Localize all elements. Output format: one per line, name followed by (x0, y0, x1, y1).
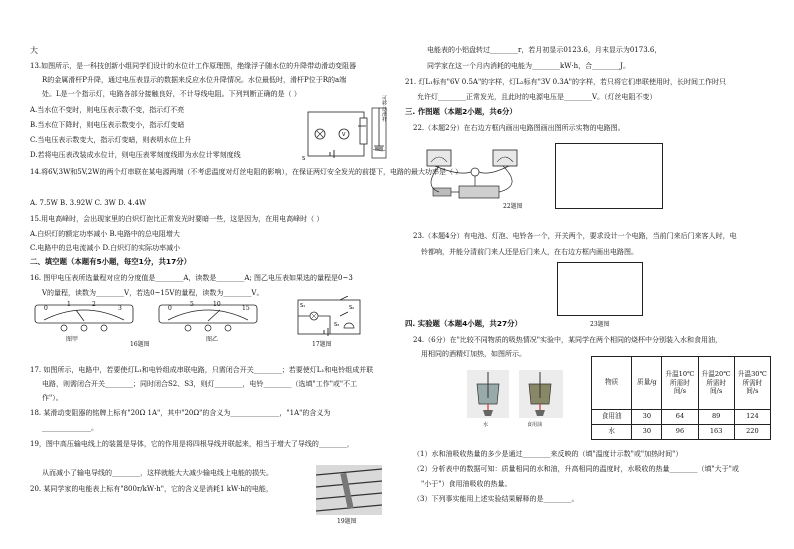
svg-text:S₃: S₃ (334, 322, 340, 328)
table-cell: 220 (734, 425, 770, 440)
q21-stem-1: 21. 灯L₁标有"6V 0.5A"的字样，灯L₂标有"3V 0.3A"的字样，若只将它们串联使用时，长时间工作时只 (405, 78, 726, 86)
q13-circuit-figure (300, 100, 390, 162)
q18-stem-1: 18. 某滑动变阻器的铭牌上标有"20Ω 1A"，其中"20Ω"的含义为______________，"1A"的含义为 (30, 409, 331, 417)
q24-beakers-photo (465, 368, 565, 420)
q13-stem-2: R的金属滑杆P升降，通过电压表显示的数据来反应水位升降情况。水位最低时，滑杆P位于R的a端 (42, 76, 347, 84)
q17-stem-2: 电路，则需闭合开关________；同时闭合S2、S3，则灯________，电铃________（选填"工作"或"不工 (42, 380, 358, 388)
q14-options: A. 7.5W B. 3.92W C. 3W D. 4.4W (30, 199, 147, 207)
figure-jia-label: 图甲 (66, 336, 79, 343)
carryover-text: 大 (30, 46, 38, 55)
table-cell: 水 (592, 425, 632, 440)
table-row (592, 410, 771, 425)
q24-item-2: （2）分析表中的数据可知：质量相同的水和油，升高相同的温度时，水吸收的热量________（填"大于"或 (413, 465, 739, 473)
section-3-heading: 三. 作图题（本题2小题，共6分） (405, 107, 517, 116)
table-row (592, 425, 771, 440)
ammeter-tick-1: 1 (67, 301, 71, 308)
q23-stem-1: 23.（本题4分）有电池、灯泡、电铃各一个，开关两个，要求设计一个电路，当前门来后门来客人时，电 (413, 232, 737, 240)
section-2-heading: 二、填空题（本题有5小题，每空1分，共17分） (30, 257, 191, 266)
q22-caption: 22题图 (503, 203, 523, 210)
q17-circuit-figure (294, 296, 366, 338)
table-header-cell: 升温20℃所需时间/s (698, 357, 734, 410)
q20-stem: 20. 某同学家的电能表上标有"800r/kW·h"，它的含义是消耗1 kW·h的电能， (30, 485, 273, 493)
q16-stem-2: V的量程，读数为________V，若选0~15V的量程，读数为________V。 (42, 289, 264, 297)
q18-stem-2: ______________。 (42, 424, 98, 432)
q21-stem-2: 允许灯________正常发光，且此时的电源电压是________V。（灯丝电阻不变） (417, 93, 657, 101)
q22-apparatus-figure (419, 146, 525, 206)
table-header-cell: 升温10℃所需时间/s (662, 357, 698, 410)
table-cell: 30 (632, 425, 662, 440)
voltmeter-tick-10: 10 (213, 301, 221, 308)
q16-caption: 16题图 (130, 341, 150, 348)
voltmeter-tick-5: 5 (190, 301, 194, 308)
table-cell: 89 (698, 410, 734, 425)
q17-stem-1: 17. 如图所示，电路中，若要使灯L₁和电铃组成串联电路，只需闭合开关________；若要使灯L₁和电铃组成并联 (30, 366, 374, 374)
table-header-cell: 物质 (592, 357, 632, 410)
q22-stem: 22.（本题2分）在右边方框内画出电路图画出图所示实物的电路图。 (413, 124, 625, 132)
q17-stem-3: 作"）。 (42, 394, 63, 402)
q20-cont-2: 同学家在这一个月内消耗的电能为________kW·h，合________J。 (427, 62, 630, 70)
q15-options-cd: C.电路中的总电流减小 D.白炽灯的实际功率减小 (30, 244, 181, 252)
q17-caption: 17题图 (312, 341, 332, 348)
table-cell: 食用油 (592, 410, 632, 425)
svg-text:S: S (302, 156, 306, 162)
table-header-cell: 质量/g (632, 357, 662, 410)
q15-stem: 15.用电高峰时，会出现家里的白炽灯泡比正常发光时要暗一些，这是因为，在用电高峰时（ ） (30, 215, 324, 223)
q19-power-lines-photo (316, 465, 382, 515)
q13-stem-3: 处。L是一个指示灯，电路各部分接触良好，不计导线电阻。下列判断正确的是（ ） (42, 90, 301, 98)
table-cell: 163 (698, 425, 734, 440)
q13-option-c: C.当电压表示数变大，指示灯变暗，则表明水位上升 (30, 136, 192, 144)
voltmeter-tick-0: 0 (168, 305, 172, 312)
table-cell: 30 (632, 410, 662, 425)
table-cell: 96 (662, 425, 698, 440)
q24-data-table (591, 356, 771, 440)
ammeter-tick-3: 3 (118, 305, 122, 312)
beaker-label-water: 水 (483, 422, 489, 428)
q14-stem-1: 14.将6V,3W和5V,2W的两个灯串联在某电源两端（不考虑温度对灯丝电阻的影响），在保证两灯安全发光的前提下，电路的最大功率是（ ） (30, 168, 463, 176)
q19-caption: 19题图 (337, 518, 357, 525)
q13-figure-label: 可移动滑杆 (382, 96, 388, 123)
figure-yi-label: 图乙 (206, 336, 219, 343)
q19-stem-2: 从而减小了输电导线的________，这样就能大大减少输电线上电能的损失。 (42, 469, 273, 477)
table-cell: 64 (662, 410, 698, 425)
svg-text:S₁: S₁ (300, 303, 306, 309)
q24-item-3: （3）下列事实能用上述实验结果解释的是________。 (413, 495, 579, 503)
svg-text:V: V (342, 132, 346, 138)
ammeter-tick-2: 2 (92, 301, 96, 308)
right-column (405, 0, 777, 549)
q24-stem-2: 用相同的酒精灯加热，如图所示。 (421, 350, 526, 358)
section-4-heading: 四. 实验题（本题4小题，共27分） (405, 319, 522, 328)
beaker-label-oil: 食用油 (527, 422, 543, 428)
q24-item-1: （1）水和油吸收热量的多少是通过________来反映的（填"温度计示数"或"加热时间"） (413, 450, 683, 458)
q16-stem-1: 16. 图甲电压表所选量程对应的分度值是________A，读数是________A; 图乙电压表如果选的量程是0~3 (30, 274, 353, 282)
q23-caption: 23题图 (590, 321, 610, 328)
q20-cont-1: 电能表的小铝盘转过________r，若月初显示0123.6，月末显示为0173.6， (427, 46, 662, 54)
table-header-row (592, 357, 771, 410)
q13-stem-1: 13.如图所示，是一科技创新小组同学们设计的水位计工作原理图，绝缘浮子随水位的升降带动滑动变阻器 (30, 62, 357, 70)
q22-answer-box[interactable] (555, 143, 663, 209)
q24-item-2-cont: "小于"）食用油吸收的热量。 (421, 480, 512, 488)
table-cell: 124 (734, 410, 770, 425)
q15-options-ab: A.白炽灯的额定功率减小 B.电路中的总电阻增大 (30, 230, 180, 238)
table-header-cell: 升温30℃所需时间/s (734, 357, 770, 410)
q19-stem-1: 19，图中高压输电线上的装置是导体，它的作用是将四根导线并联起来，相当于增大了导线的________， (30, 440, 354, 448)
q23-stem-2: 铃都响，并能分清前门来人还是后门来人，在右边方框内画出电路图。 (421, 248, 638, 256)
ammeter-tick-0: 0 (44, 305, 48, 312)
q24-stem-1: 24.（6分）在"比较不同物质的吸热情况"实验中，某同学在两个相同的烧杯中分别装入水和食用油， (413, 336, 723, 344)
q23-answer-box[interactable] (557, 262, 643, 316)
q13-option-d: D.若将电压表改装成水位计，则电压表零刻度线即为水位计零刻度线 (30, 151, 241, 159)
q13-option-b: B.当水位下降时，则电压表示数变小，指示灯变暗 (30, 121, 185, 129)
svg-text:S₂: S₂ (349, 305, 355, 311)
q13-option-a: A.当水位不变时，则电压表示数不变，指示灯不亮 (30, 106, 185, 114)
voltmeter-tick-15: 15 (242, 305, 250, 312)
